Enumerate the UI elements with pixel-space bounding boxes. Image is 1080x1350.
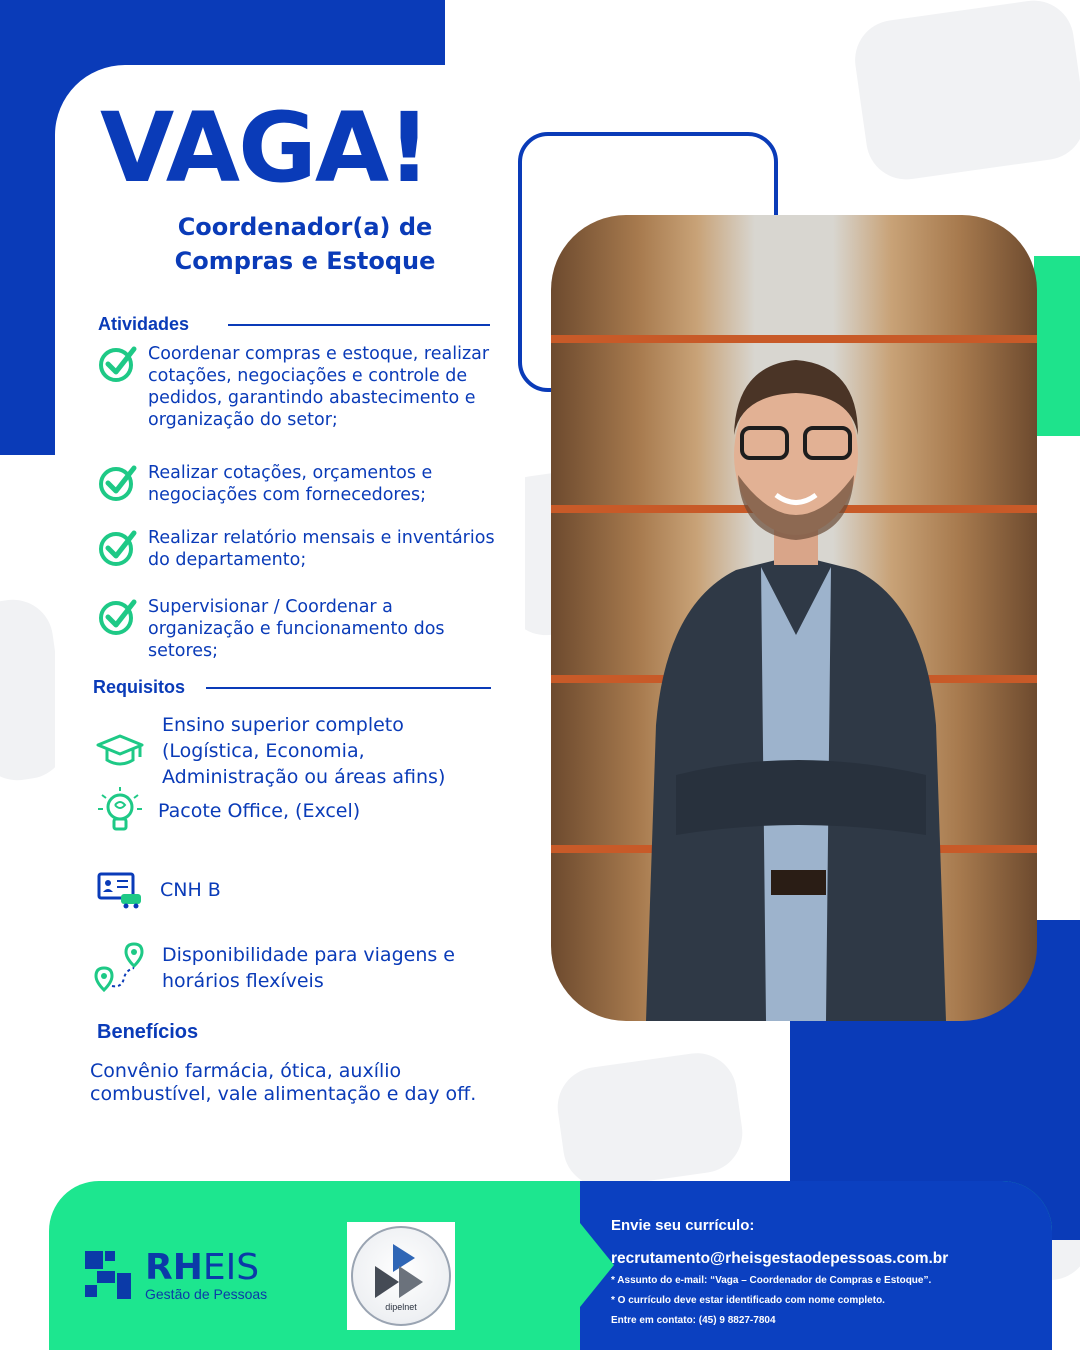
contact-heading: Envie seu currículo: (611, 1217, 755, 1234)
contact-note: * Assunto do e-mail: “Vaga – Coordenador de Compras e Estoque”. (611, 1275, 932, 1286)
benefits-heading: Benefícios (97, 1021, 199, 1043)
requirement-text: Pacote Office, (Excel) (158, 800, 361, 822)
background-square (850, 0, 1080, 185)
section-divider (228, 324, 490, 326)
activities-heading: Atividades (98, 314, 190, 334)
requirement-item (92, 783, 360, 839)
background-square (553, 1048, 748, 1192)
page-title: VAGA! (100, 92, 429, 204)
green-accent-stripe (1034, 256, 1080, 436)
check-icon (98, 462, 140, 507)
check-icon (98, 343, 140, 431)
logo-text-bold: RH (145, 1247, 203, 1288)
driver-license-icon (92, 870, 148, 910)
benefits-text: Convênio farmácia, ótica, auxílio combustível, vale alimentação e day off. (90, 1060, 477, 1105)
rheis-logo-mark-icon (85, 1251, 131, 1301)
logo-text: EIS (202, 1247, 260, 1288)
graduation-cap-icon (92, 733, 148, 769)
rheis-wordmark (145, 1247, 268, 1302)
lightbulb-brain-icon (92, 783, 148, 839)
requirement-text: Ensino superior completo (Logística, Economia, Administração ou áreas afins) (162, 714, 446, 788)
footer (49, 1181, 1052, 1350)
contact-phone: Entre em contato: (45) 9 8827-7804 (611, 1315, 776, 1326)
candidate-photo (551, 215, 1037, 1021)
rheis-logo (85, 1247, 268, 1302)
job-title (150, 210, 460, 278)
activity-item (98, 596, 498, 662)
job-title-line: Coordenador(a) de (177, 213, 433, 241)
play-icon (369, 1240, 435, 1302)
requirement-item (92, 712, 492, 790)
job-title-line: Compras e Estoque (174, 247, 436, 275)
activity-item (98, 527, 498, 572)
activity-item (98, 462, 498, 507)
footer-arrow (580, 1223, 614, 1307)
requirement-item (92, 870, 221, 910)
activity-item (98, 343, 498, 431)
contact-notes (611, 1274, 1041, 1328)
dipelnet-logo (347, 1222, 455, 1330)
activity-text: Supervisionar / Coordenar a organização e funcionamento dos setores; (148, 597, 445, 661)
logo-subtitle: Gestão de Pessoas (145, 1286, 268, 1302)
contact-email-link[interactable]: recrutamento@rheisgestaodepessoas.com.br (611, 1250, 949, 1267)
activity-text: Realizar relatório mensais e inventários do departamento; (148, 528, 495, 570)
section-divider (206, 687, 491, 689)
person-illustration (626, 305, 966, 1021)
check-icon (98, 527, 140, 572)
contact-info (611, 1217, 1041, 1328)
activity-text: Realizar cotações, orçamentos e negociações com fornecedores; (148, 463, 433, 505)
requirement-item (92, 940, 492, 996)
dipelnet-label: dipelnet (385, 1302, 417, 1312)
requirements-heading: Requisitos (93, 677, 186, 697)
requirement-text: Disponibilidade para viagens e horários flexíveis (162, 944, 455, 992)
activity-text: Coordenar compras e estoque, realizar cotações, negociações e controle de pedidos, garantindo abastecimento e organização do setor; (148, 344, 490, 430)
requirement-text: CNH B (160, 879, 221, 901)
contact-note: * O currículo deve estar identificado com nome completo. (611, 1295, 885, 1306)
route-pins-icon (92, 940, 148, 996)
check-icon (98, 596, 140, 662)
